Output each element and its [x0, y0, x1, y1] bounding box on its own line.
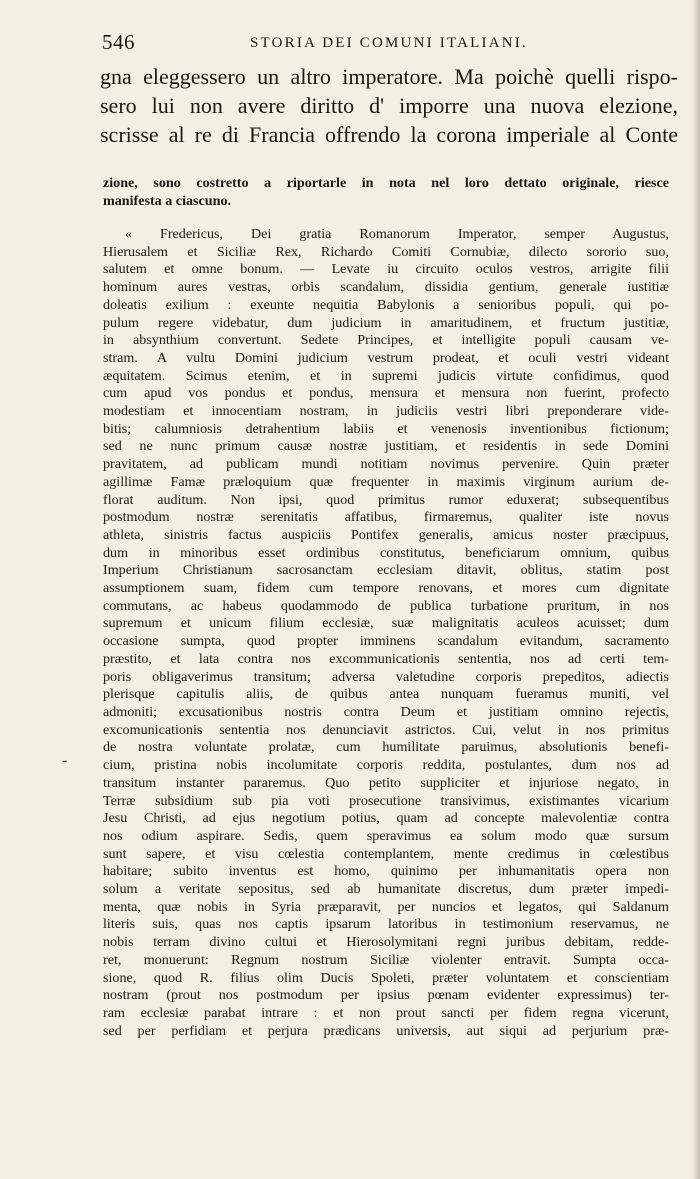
- footnote-line: Jesu Christi, ad ejus negotium potius, quam ad concepte malevolentiæ contra: [103, 810, 669, 827]
- page-edge-shadow: [692, 0, 700, 1179]
- footnote-line: bitis; calumniosis detrahentium labiis et venenosis inventionibus fictionum;: [103, 420, 669, 437]
- margin-mark: -: [62, 752, 68, 769]
- footnote-line: pulum regere videbatur, dum judicium in amaritudinem, et fructum justitiæ,: [103, 314, 669, 331]
- body-line: gna eleggessero un altro imperatore. Ma poichè quelli rispo-: [100, 64, 678, 89]
- footnote-line: Hierusalem et Siciliæ Rex, Richardo Comiti Cornubiæ, dilecto sororio suo,: [103, 243, 669, 260]
- footnote-line: poris obligaverimus transitum; adversa valetudine corporis prepeditos, adiectis: [103, 668, 669, 685]
- page-header: [100, 30, 670, 54]
- footnote-line: habitare; subito inventus est homo, quinimo per inhumanitatis opera non: [103, 863, 669, 880]
- footnote-letter: [103, 226, 669, 1040]
- footnote-line: manifesta a ciascuno.: [103, 192, 232, 209]
- body-line: scrisse al re di Francia offrendo la corona imperiale al Conte: [100, 122, 678, 147]
- footnote-line: hominum aures vestras, orbis scandalum, dissidia gentium, generale iustitiæ: [103, 279, 669, 296]
- footnote-line: ram ecclesiæ parabat intrare : et non prout sancti per fidem regna vicerunt,: [103, 1004, 669, 1021]
- footnote-line: sione, quod R. filius olim Ducis Spoleti, præter voluntatem et conscientiam: [103, 969, 669, 986]
- footnote-line: cium, pristina nobis incolumitate corporis reddita, postulantes, dum nos ad: [103, 757, 669, 774]
- footnote-line: sed per perfidiam et perjura prædicans universis, aut siqui ad perjurium præ-: [103, 1022, 669, 1039]
- footnote-line: assumptionem suam, fidem cum tempore renovans, et mores cum dignitate: [103, 580, 669, 597]
- footnote-line: sed ne nunc primum causæ nostræ justitiam, et residentis in sede Domini: [103, 438, 669, 455]
- footnote-line: doleatis exilium : exeunte nequitia Babylonis a senioribus populi, qui po-: [103, 296, 669, 313]
- footnote-line: salutem et omne bonum. — Levate iu circuito oculos vestros, arrigite filii: [103, 261, 669, 278]
- footnote-line: cum apud vos pondus et pondus, mensura et mensura non fuerint, profecto: [103, 385, 669, 402]
- footnote-line: excomunicationis sententia nos denunciavit astrictos. Cui, velut in nos primitus: [103, 721, 669, 738]
- footnote-line: ret, monuerunt: Regnum nostrum Siciliæ violenter entravit. Sumpta occa-: [103, 951, 669, 968]
- footnote-line: florat auditum. Non ipsi, quod primitus rumor eduxerat; subsequentibus: [103, 491, 669, 508]
- body-line: sero lui non avere diritto d' imporre una nuova elezione,: [100, 93, 678, 118]
- footnote-line: nostram (prout nos postmodum per ipsius pœnam evidenter expressimus) ter-: [103, 987, 669, 1004]
- footnote-line: nos odium aspirare. Sedis, quem speravimus ea solum modo quæ sursum: [103, 827, 669, 844]
- footnote-line: nobis terram divino cultui et Hierosolymitani regni juribus debitam, redde-: [103, 934, 669, 951]
- footnote-line: dum in minoribus esset ordinibus constitutus, beneficiarum omnium, quibus: [103, 544, 669, 561]
- running-head: STORIA DEI COMUNI ITALIANI.: [250, 35, 528, 51]
- footnote-line: zione, sono costretto a riportarle in nota nel loro dettato originale, riesce: [103, 175, 669, 191]
- footnote-line: menta, quæ nobis in Syria præparavit, per nuncios et legatos, qui Saldanum: [103, 898, 669, 915]
- footnote-line: Terræ subsidium sub pia voti prosecutione transivimus, existimantes vicarium: [103, 792, 669, 809]
- footnote-line: plerisque capitulis aliis, de quibus antea nunquam fueramus muniti, vel: [103, 686, 669, 703]
- footnote-line: postmodum nostræ serenitatis affatibus, firmaremus, qualiter iste novus: [103, 509, 669, 526]
- page-number: 546: [102, 30, 135, 54]
- footnote-line: transitum instanter pararemus. Quo petito suppliciter et injuriose negato, in: [103, 774, 669, 791]
- footnote-line: supremum et unicum filium ecclesiæ, suæ malignitatis aculeos acuisset; dum: [103, 615, 669, 632]
- footnote-line: Imperium Christianum sacrosanctam ecclesiam ditavit, oblitus, statim post: [103, 562, 669, 579]
- footnote-line: in absynthium convertunt. Sedete Principes, et intelligite populi causam ve-: [103, 332, 669, 349]
- footnote-line: athleta, sinistris factus auspiciis Pontifex generalis, amicus noster præcipuus,: [103, 526, 669, 543]
- footnote-line: pravitatem, ad publicam mundi notitiam novimus pervenire. Quin præter: [103, 456, 669, 473]
- footnote-line: modestiam et innocentiam nostram, in judiciis vestri libri preponderare vide-: [103, 403, 669, 420]
- footnote-line: stram. A vultu Domini judicium vestrum prodeat, et oculi vestri videant: [103, 349, 669, 366]
- footnote-line: admoniti; excusationibus nostris contra Deum et justitiam omnino rejectis,: [103, 703, 669, 720]
- footnote-line: præstito, et lata contra nos excommunicationis sententia, nos ad certi tem-: [103, 650, 669, 667]
- footnote-line: occasione sumpta, quod propter imminens scandalum evitandum, sacramento: [103, 633, 669, 650]
- footnote-line: solum a veritate sepositus, sed ab humanitate discretus, dum præter impedi-: [103, 881, 669, 898]
- footnote-line: agillimæ Famæ præloquium quæ frequenter in maximis virginum aurium de-: [103, 473, 669, 490]
- footnote-line: commutans, ac habeus quodammodo de publica turbatione pruritum, in nos: [103, 597, 669, 614]
- main-body-text: [100, 62, 678, 149]
- footnote-line: de nostra voluntate prolatæ, cum humilitate paruimus, absolutionis benefi-: [103, 739, 669, 756]
- footnote-line: æquitatem. Scimus etenim, et in supremi judicis virtute confidimus, quod: [103, 367, 669, 384]
- footnote-line: « Fredericus, Dei gratia Romanorum Imperator, semper Augustus,: [125, 226, 669, 242]
- footnote-line: literis suis, quas nos captis ipsarum latoribus in testimonium reservamus, ne: [103, 916, 669, 933]
- footnote-intro: [103, 175, 669, 210]
- footnote-line: sunt sapere, et visu cœlestia contemplantem, mente credimus in cœlestibus: [103, 845, 669, 862]
